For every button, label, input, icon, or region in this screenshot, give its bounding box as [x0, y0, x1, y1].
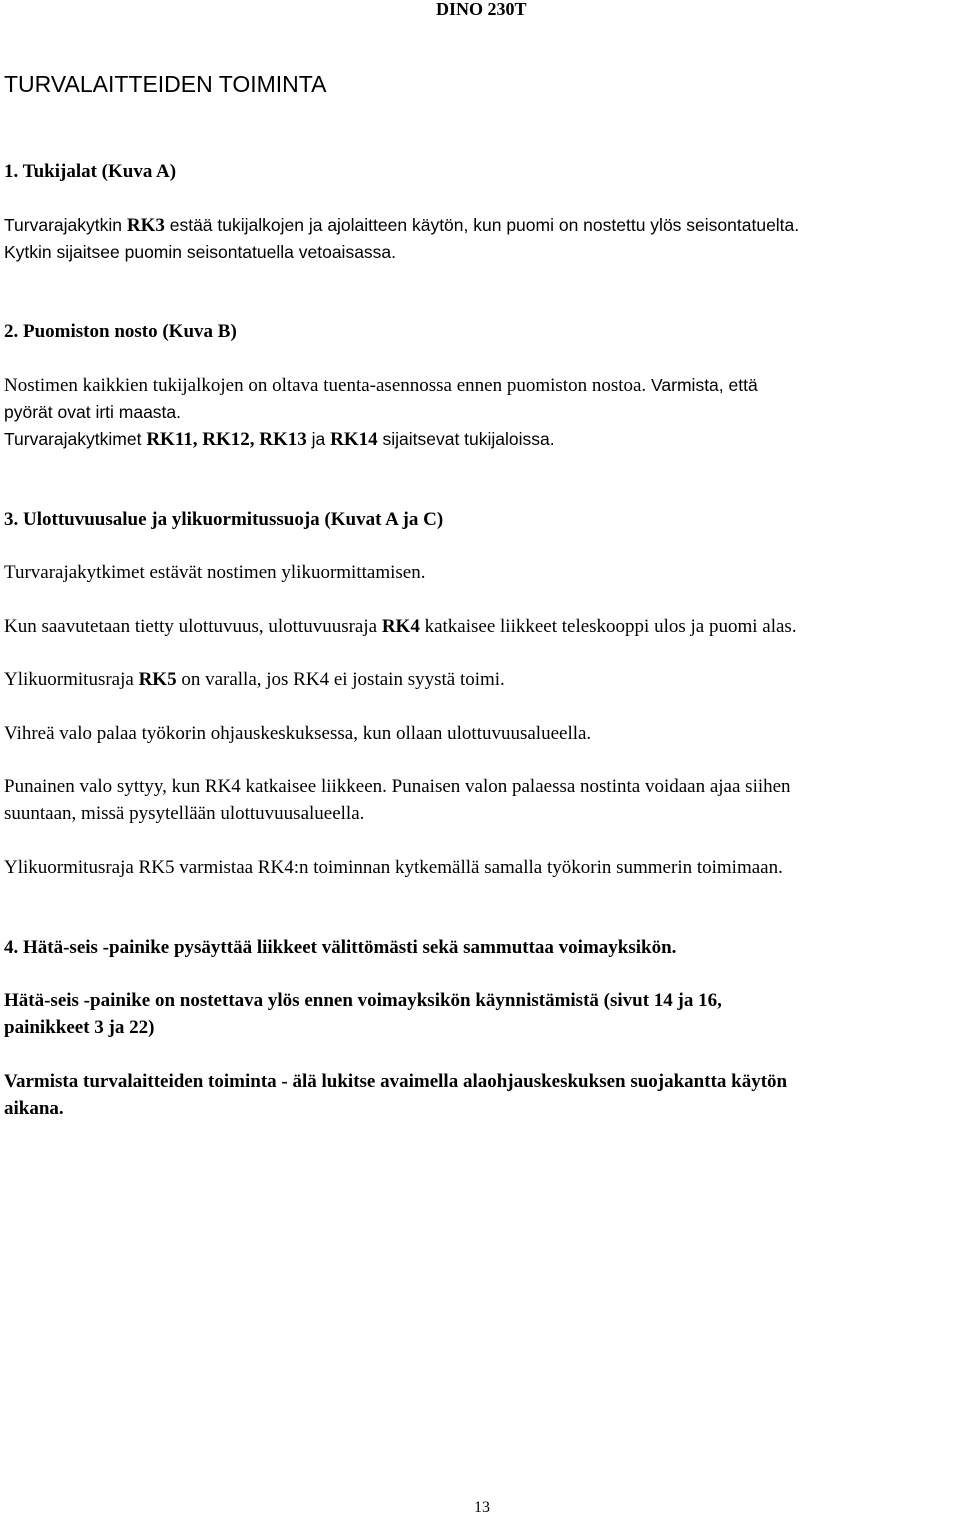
section2-paragraph-1: Nostimen kaikkien tukijalkojen on oltava tuenta-asennossa ennen puomiston nostoa. Varmista, että [4, 375, 758, 396]
code-rk5: RK5 [138, 669, 177, 690]
section2-paragraph-2: pyörät ovat irti maasta. [4, 402, 182, 422]
codes-rk11-rk13: RK11, RK12, RK13 [146, 429, 307, 450]
section4-paragraph-2-line-1: Varmista turvalaitteiden toiminta - älä lukitse avaimella alaohjauskeskuksen suojakantta käytön [4, 1071, 788, 1092]
section3-paragraph-1: Turvarajakytkimet estävät nostimen ylikuormittamisen. [4, 562, 426, 583]
section2-paragraph-3: Turvarajakytkimet RK11, RK12, RK13 ja RK14 sijaitsevat tukijaloissa. [4, 429, 555, 450]
section4-paragraph-1-line-1: Hätä-seis -painike on nostettava ylös ennen voimayksikön käynnistämistä (sivut 14 ja 16, [4, 990, 722, 1011]
section3-paragraph-4: Vihreä valo palaa työkorin ohjauskeskuksessa, kun ollaan ulottuvuusalueella. [4, 723, 592, 744]
section3-paragraph-5-line-1: Punainen valo syttyy, kun RK4 katkaisee liikkeen. Punaisen valon palaessa nostinta voidaan ajaa siihen [4, 776, 791, 797]
section3-paragraph-6: Ylikuormitusraja RK5 varmistaa RK4:n toiminnan kytkemällä samalla työkorin summerin toimimaan. [4, 857, 783, 878]
page-title: TURVALAITTEIDEN TOIMINTA [4, 71, 327, 97]
section2-heading: 2. Puomiston nosto (Kuva B) [4, 321, 237, 342]
section1-heading: 1. Tukijalat (Kuva A) [4, 161, 177, 182]
section1-paragraph-2: Kytkin sijaitsee puomin seisontatuella vetoaisassa. [4, 242, 397, 262]
section4-paragraph-1-line-2: painikkeet 3 ja 22) [4, 1017, 155, 1038]
section4-paragraph-2-line-2: aikana. [4, 1098, 64, 1119]
section1-paragraph-1: Turvarajakytkin RK3 estää tukijalkojen ja ajolaitteen käytön, kun puomi on nostettu ylös seisontatuelta. [4, 215, 800, 236]
section4-heading: 4. Hätä-seis -painike pysäyttää liikkeet välittömästi sekä sammuttaa voimayksikön. [4, 937, 677, 958]
section3-heading: 3. Ulottuvuusalue ja ylikuormitussuoja (Kuvat A ja C) [4, 509, 444, 530]
code-rk3: RK3 [126, 215, 165, 236]
code-rk14: RK14 [330, 429, 378, 450]
page-header: DINO 230T [436, 0, 527, 19]
section3-paragraph-2: Kun saavutetaan tietty ulottuvuus, ulottuvuusraja RK4 katkaisee liikkeet teleskooppi ulos ja puomi alas. [4, 616, 797, 637]
section3-paragraph-5-line-2: suuntaan, missä pysytellään ulottuvuusalueella. [4, 803, 365, 824]
code-rk4: RK4 [381, 616, 420, 637]
section3-paragraph-3: Ylikuormitusraja RK5 on varalla, jos RK4 ei jostain syystä toimi. [4, 669, 505, 690]
page-number: 13 [474, 1499, 490, 1516]
